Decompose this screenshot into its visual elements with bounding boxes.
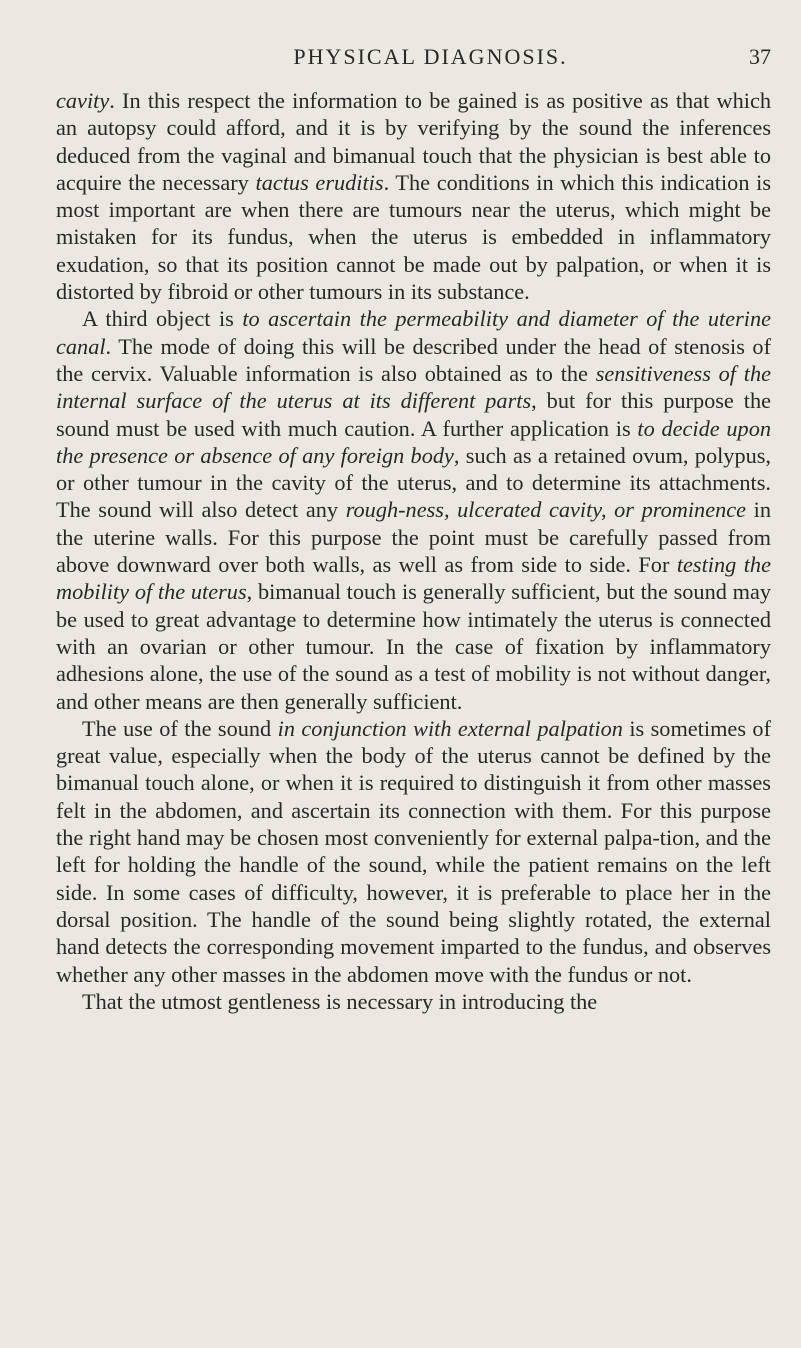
page-number: 37 [749, 44, 771, 69]
text-run: to ascertain the permeability and diameter of the uterine canal [56, 306, 771, 359]
page-header [90, 40, 771, 76]
text-run: . The mode of doing this will be described under the head of stenosis of the cervix. Valuable information is also obtained as to the [56, 333, 771, 386]
text-run: , such as a retained ovum, polypus, or other tumour in the cavity of the uterus, and to determine its attachments. The sound will also detect any [56, 442, 771, 523]
body-text [56, 87, 771, 1015]
text-run: . In this respect the information to be gained is as positive as that which an autopsy could afford, and it is by verifying by the sound the inferences deduced from the vaginal and bimanual touch that the physician is best able to acquire the necessary [56, 88, 771, 195]
paragraph [56, 988, 771, 1015]
text-run: rough-ness, ulcerated cavity, or prominence [345, 497, 747, 523]
text-run: is sometimes of great value, especially when the body of the uterus cannot be defined by the bimanual touch alone, or when it is required to distinguish it from other masses felt in the abdomen, and ascertain its connection with them. For this purpose the right hand may be chosen most conveniently for external palpa-tion, and the left for holding the handle of the sound, while the patient remains on the left side. In some cases of difficulty, however, it is preferable to place her in the dorsal position. The handle of the sound being slightly rotated, the external hand detects the corresponding movement imparted to the fundus, and observes whether any other masses in the abdomen move with the fundus or not. [56, 715, 771, 987]
text-run: The use of the sound [82, 715, 278, 741]
paragraph [56, 305, 771, 714]
text-run: in the uterine walls. For this purpose the point must be carefully passed from above downward over both walls, as well as from side to side. For [56, 497, 772, 578]
text-run: , but for this purpose the sound must be used with much caution. A further application is [56, 388, 771, 441]
text-run: A third object is [82, 306, 243, 332]
text-run: That the utmost gentleness is necessary in introducing the [82, 988, 598, 1014]
text-run: , bimanual touch is generally sufficient, but the sound may be used to great advantage to determine how intimately the uterus is connected with an ovarian or other tumour. In the case of fixation by inflammatory adhesions alone, the use of the sound as a test of mobility is not without danger, and other means are then generally sufficient. [56, 579, 771, 714]
text-run: cavity [56, 88, 110, 113]
text-run: tactus eruditis [255, 169, 384, 195]
running-head: PHYSICAL DIAGNOSIS. [293, 44, 568, 69]
text-run: sensitiveness of the internal surface of the uterus at its different parts [56, 360, 771, 414]
text-run: to decide upon the presence or absence of any foreign body [56, 415, 771, 468]
text-run: . The conditions in which this indication is most important are when there are tumours near the uterus, which might be mistaken for its fundus, when the uterus is embedded in inflammatory exudation, so that its position cannot be made out by palpation, or when it is distorted by fibroid or other tumours in its substance. [56, 169, 772, 305]
text-run: in conjunction with external palpation [277, 715, 623, 741]
text-run: testing the mobility of the uterus [56, 552, 771, 605]
paragraph [56, 715, 771, 988]
paragraph [56, 87, 771, 305]
